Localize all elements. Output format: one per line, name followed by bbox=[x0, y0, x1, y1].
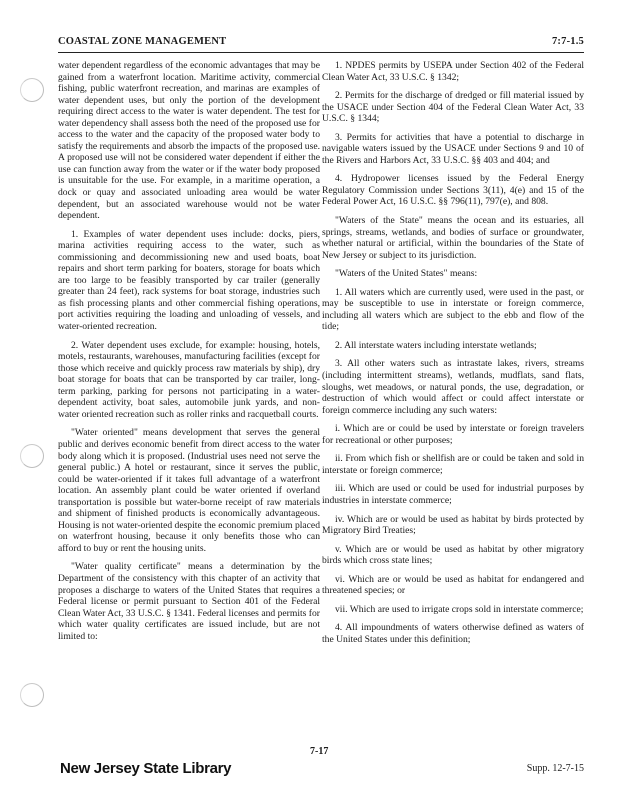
list-item-other-waters: 3. All other waters such as intrastate lakes, rivers, streams (including intermittent streams), wetlands, mudflats, sand flats, sloughs, wet meadows, or natural ponds, the use, degradation, or destruction of which would affect or could affect interstate or foreign commerce including any such waters: bbox=[322, 358, 584, 416]
list-item-dredge-fill-permits: 2. Permits for the discharge of dredged or fill material issued by the USACE under Section 404 of the Federal Clean Water Act, 33 U.S.C. § 1344; bbox=[322, 90, 584, 125]
list-item-commerce-waters: 1. All waters which are currently used, were used in the past, or may be susceptible to use in interstate or foreign commerce, including all waters which are subject to the ebb and flow of the tide; bbox=[322, 286, 584, 333]
punch-hole-top bbox=[20, 78, 44, 102]
list-item-npdes-permits: 1. NPDES permits by USEPA under Section 402 of the Federal Clean Water Act, 33 U.S.C. § 1342; bbox=[322, 60, 584, 83]
library-logo: New Jersey State Library bbox=[60, 760, 232, 777]
sub-item-endangered-species: vi. Which are or would be used as habitat for endangered and threatened species; or bbox=[322, 573, 584, 597]
list-item-interstate-waters: 2. All interstate waters including interstate wetlands; bbox=[335, 339, 537, 351]
paragraph-water-dependent-continued: water dependent regardless of the economic advantages that may be gained from a waterfront location. Maritime activity, commercial fishing, public waterfront recreation, and marinas are examples of water dependent uses, but only the portion of the development requiring direct access to the water is water dependent. The test for water dependency shall assess both the need of the proposed use for access to the water and the capacity of the proposed water body to satisfy the requirements and absorb the impacts of the proposed use. A proposed use will not be considered water dependent if either the use can function away from the water or if the water body proposed is unsuitable for the use. For example, in a maritime operation, a dock or quay and associated unloading area would be water dependent, but an associated warehouse would not be water dependent. bbox=[58, 60, 320, 222]
sub-item-migratory-birds: v. Which are or would be used as habitat by other migratory birds which cross state lines; bbox=[322, 543, 584, 567]
paragraph-water-dependent-exclusions: 2. Water dependent uses exclude, for example: housing, hotels, motels, restaurants, warehouses, manufacturing facilities (except for those which receive and quickly process raw materials by ship), dry boat storage for boats that can be transported by car trailer, long-term parking, parking for persons not participating in a water-dependent activity, boat sales, automobile junk yards, and non-water oriented recreation such as roller rinks and racquetball courts. bbox=[58, 339, 320, 420]
sub-item-migratory-bird-treaties: iv. Which are or would be used as habitat by birds protected by Migratory Bird Treaties; bbox=[322, 513, 584, 537]
supplement-date: Supp. 12-7-15 bbox=[526, 763, 584, 774]
list-item-impoundments: 4. All impoundments of waters otherwise defined as waters of the United States under this definition; bbox=[322, 622, 584, 645]
paragraph-water-dependent-examples: 1. Examples of water dependent uses include: docks, piers, marina activities requiring access to the water, such as commissioning and decommissioning new and used boats, boat repairs and short term parking for boaters, storage for boats which are too large to be feasibly transported by car trailer (generally greater than 24 feet), rack systems for boat storage, industries such as fish processing plants and other commercial fishing operations, port activities requiring the loading and unloading of vessels, and water-oriented recreation. bbox=[58, 228, 320, 333]
sub-item-fish-shellfish: ii. From which fish or shellfish are or could be taken and sold in interstate or foreign commerce; bbox=[322, 453, 584, 476]
running-header bbox=[58, 36, 584, 50]
header-title: COASTAL ZONE MANAGEMENT bbox=[58, 36, 227, 47]
left-column bbox=[58, 60, 320, 730]
paragraph-waters-of-the-state-definition: "Waters of the State" means the ocean and its estuaries, all springs, streams, wetlands, and bodies of surface or groundwater, whether natural or artificial, within the boundaries of the State of New Jersey or subject to its jurisdiction. bbox=[322, 215, 584, 261]
sub-item-industrial-purposes: iii. Which are used or could be used for industrial purposes by industries in interstate commerce; bbox=[322, 483, 584, 506]
list-item-hydropower-licenses: 4. Hydropower licenses issued by the Federal Energy Regulatory Commission under Sections 3(11), 4(e) and 15 of the Federal Power Act, 16 U.S.C. §§ 796(11), 797(e), and 808. bbox=[322, 173, 584, 208]
header-section-number: 7:7-1.5 bbox=[551, 36, 584, 47]
right-column bbox=[322, 60, 584, 730]
paragraph-waters-of-the-us-heading: "Waters of the United States" means: bbox=[335, 268, 478, 280]
punch-hole-bottom bbox=[20, 683, 44, 707]
punch-hole-middle bbox=[20, 444, 44, 468]
paragraph-water-oriented-definition: "Water oriented" means development that serves the general public and derives economic benefit from direct access to the water body along which it is proposed. (Industrial uses need not serve the general public.) A hotel or restaurant, since it serves the public, could be water-oriented if it takes full advantage of a waterfront location. An assembly plant could be water oriented if overland transportation is possible but water-borne receipt of raw materials and shipment of finished products is economically advantageous. Housing is not water-oriented despite the economic premium placed on waterfront housing, because it only benefits those who can afford to buy or rent the housing units. bbox=[58, 427, 320, 554]
sub-item-interstate-travelers: i. Which are or could be used by interstate or foreign travelers for recreational or other purposes; bbox=[322, 423, 584, 446]
header-rule bbox=[58, 52, 584, 53]
list-item-navigable-waters-permits: 3. Permits for activities that have a potential to discharge in navigable waters issued by the USACE under Sections 9 and 10 of the Rivers and Harbors Act, 33 U.S.C. §§ 403 and 404; and bbox=[322, 131, 584, 166]
sub-item-irrigate-crops: vii. Which are used to irrigate crops sold in interstate commerce; bbox=[335, 603, 584, 615]
paragraph-water-quality-certificate-definition: "Water quality certificate" means a determination by the Department of the consistency with this chapter of an activity that proposes a discharge to waters of the United States that requires a Federal license or permit pursuant to Section 401 of the Federal Clean Water Act, 33 U.S.C. § 1341. Federal licenses and permits for which water quality certificates are issued include, but are not limited to: bbox=[58, 561, 320, 642]
page-number: 7-17 bbox=[310, 746, 329, 757]
